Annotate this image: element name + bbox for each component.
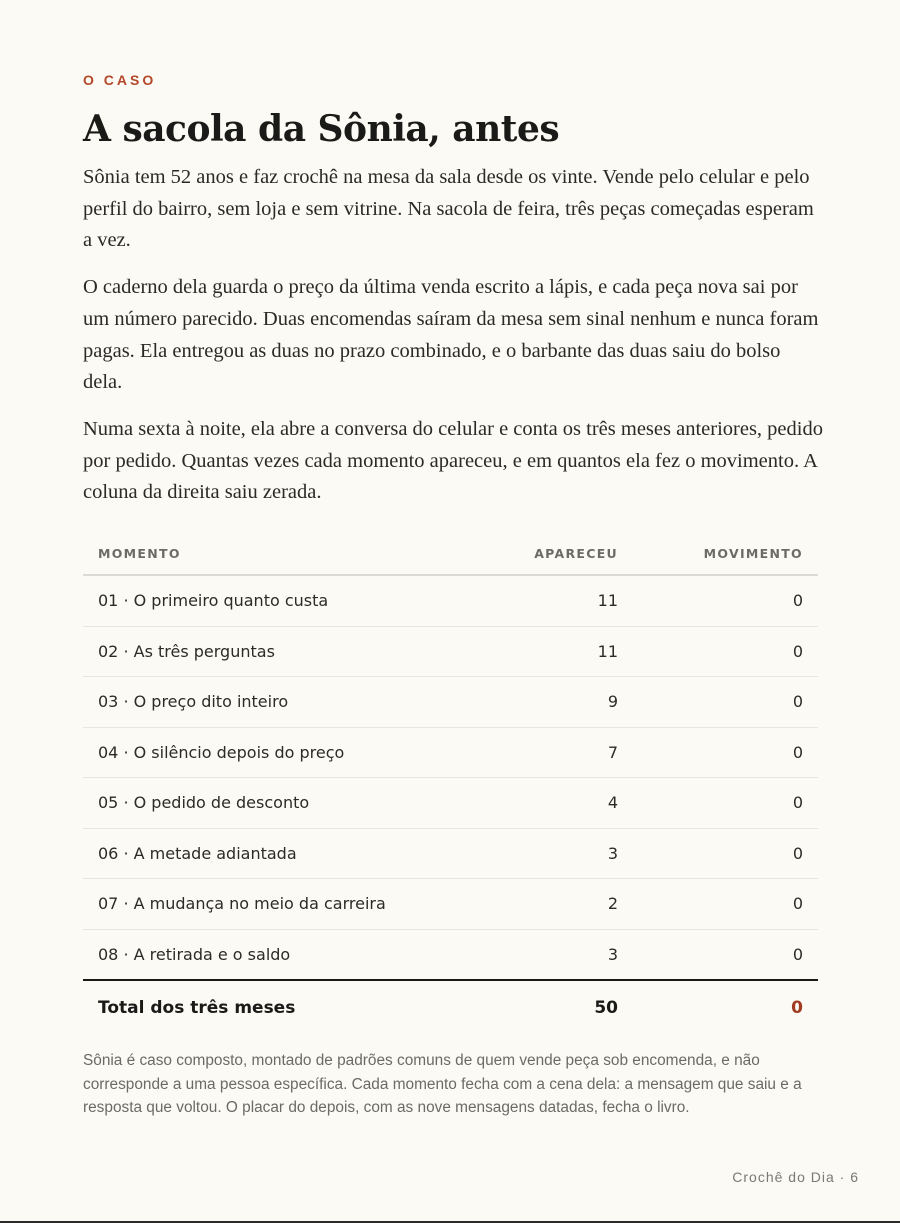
total-label: Total dos três meses xyxy=(98,998,296,1018)
cell-movimento: 0 xyxy=(633,828,818,879)
cell-movimento: 0 xyxy=(633,626,818,677)
table-header-row xyxy=(83,533,818,575)
cell-apareceu: 9 xyxy=(513,677,633,728)
cell-movimento: 0 xyxy=(633,727,818,778)
table-row xyxy=(83,879,818,930)
total-apareceu: 50 xyxy=(594,998,618,1018)
paragraph: Sônia tem 52 anos e faz crochê na mesa da sala desde os vinte. Vende pelo celular e pelo perfil do bairro, sem loja e sem vitrine. Na sacola de feira, três peças começadas esperam a vez. xyxy=(83,166,814,252)
page-folio: Crochê do Dia · 6 xyxy=(732,1169,859,1185)
cell-apareceu: 3 xyxy=(513,828,633,879)
cell-movimento: 0 xyxy=(633,677,818,728)
cell-momento: 03 · O preço dito inteiro xyxy=(83,677,513,728)
page-title: A sacola da Sônia, antes xyxy=(83,108,560,150)
paragraph: Numa sexta à noite, ela abre a conversa do celular e conta os três meses anteriores, pedido por pedido. Quantas vezes cada momento apareceu, e em quantos ela fez o movimento. A coluna da direita saiu zerada. xyxy=(83,417,823,504)
cell-momento: 08 · A retirada e o saldo xyxy=(83,929,513,980)
body-text xyxy=(83,162,823,524)
cell-apareceu: 3 xyxy=(513,929,633,980)
cell-movimento: 0 xyxy=(633,575,818,626)
cell-momento: 02 · As três perguntas xyxy=(83,626,513,677)
header-apareceu: APARECEU xyxy=(513,533,633,575)
table-row xyxy=(83,575,818,626)
header-momento: MOMENTO xyxy=(83,533,513,575)
cell-apareceu: 11 xyxy=(513,626,633,677)
cell-apareceu: 7 xyxy=(513,727,633,778)
cell-momento: 06 · A metade adiantada xyxy=(83,828,513,879)
header-movimento: MOVIMENTO xyxy=(633,533,818,575)
cell-momento: 07 · A mudança no meio da carreira xyxy=(83,879,513,930)
section-eyebrow: O CASO xyxy=(83,72,157,88)
moments-table xyxy=(83,533,818,1035)
cell-movimento: 0 xyxy=(633,778,818,829)
cell-apareceu: 4 xyxy=(513,778,633,829)
table-row xyxy=(83,929,818,980)
table-row xyxy=(83,828,818,879)
table-row xyxy=(83,778,818,829)
table-total-row xyxy=(83,980,818,1035)
table-row xyxy=(83,677,818,728)
cell-momento: 01 · O primeiro quanto custa xyxy=(83,575,513,626)
cell-apareceu: 11 xyxy=(513,575,633,626)
cell-movimento: 0 xyxy=(633,929,818,980)
cell-movimento: 0 xyxy=(633,879,818,930)
footnote: Sônia é caso composto, montado de padrões comuns de quem vende peça sob encomenda, e não corresponde a uma pessoa específica. Cada momento fecha com a cena dela: a mensagem que saiu e a resposta que voltou. O placar do depois, com as nove mensagens datadas, fecha o livro. xyxy=(83,1052,802,1117)
table-row xyxy=(83,727,818,778)
paragraph: O caderno dela guarda o preço da última venda escrito a lápis, e cada peça nova sai por um número parecido. Duas encomendas saíram da mesa sem sinal nenhum e nunca foram pagas. Ela entregou as duas no prazo combinado, e o barbante das duas saiu do bolso dela. xyxy=(83,276,819,394)
table-row xyxy=(83,626,818,677)
cell-apareceu: 2 xyxy=(513,879,633,930)
cell-momento: 05 · O pedido de desconto xyxy=(83,778,513,829)
total-movimento: 0 xyxy=(791,998,803,1018)
cell-momento: 04 · O silêncio depois do preço xyxy=(83,727,513,778)
